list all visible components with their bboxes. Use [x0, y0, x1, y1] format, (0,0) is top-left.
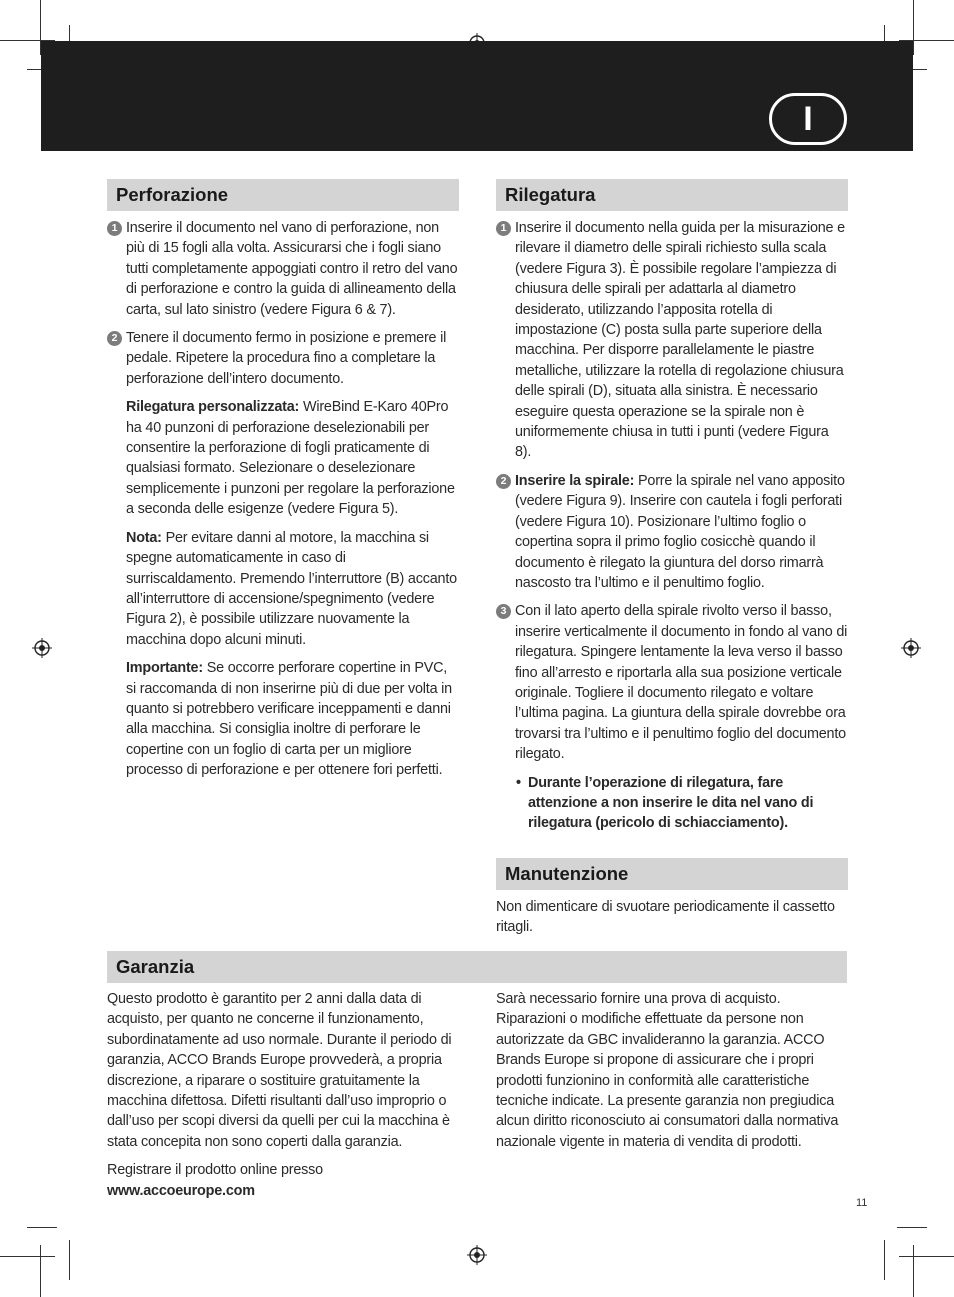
- step-number-badge: 3: [496, 604, 511, 619]
- note-label: Rilegatura personalizzata:: [126, 399, 300, 416]
- step-text: Tenere il documento fermo in posizione e premere il pedale. Ripetere la procedura fino a completare la perforazione dell’intero documento.: [126, 330, 447, 387]
- crop-mark: [913, 1245, 914, 1297]
- garanzia-section: [107, 951, 847, 990]
- step-number-badge: 2: [496, 474, 511, 489]
- garanzia-right-text: Sarà necessario fornire una prova di acquisto. Riparazioni o modifiche effettuate da persone non autorizzate da GBC invalideranno la garanzia. ACCO Brands Europe si propone di assicurare che i propri prodotti funzionino in conformità alle caratteristiche tecniche indicate. La presente garanzia non pregiudica alcun diritto riconosciuto ai consumatori dalla normativa nazionale vigente in materia di vendita di prodotti.: [496, 991, 839, 1150]
- page-number: 11: [856, 1197, 868, 1209]
- step-text: Con il lato aperto della spirale rivolto verso il basso, inserire verticalmente il documento in fondo al vano di rilegatura. Spingere lentamente la leva verso il basso fino all’arresto e riportarla alla sua posizione verticale originale. Togliere il documento rilegato e voltare l’ultima pagina. La giuntura della spirale dovrebbe ora trovarsi tra l’ultimo e il penultimo foglio del documento rilegato.: [515, 603, 848, 763]
- step-number-badge: 2: [107, 331, 122, 346]
- note-label: Nota:: [126, 529, 162, 546]
- step-number-badge: 1: [496, 221, 511, 236]
- note-text: Se occorre perforare copertine in PVC, si raccomanda di non inserirne più di due per volta in quanto si potrebbero verificare inceppamenti e danni alla macchina. Si consiglia inoltre di perforare le copertine con un foglio di carta per un migliore processo di perforazione e per ottenere fori perfetti.: [126, 660, 452, 779]
- note-importante: [107, 658, 459, 780]
- crop-mark: [899, 1256, 954, 1257]
- registration-mark-icon: [467, 1245, 487, 1265]
- crop-mark: [40, 1245, 41, 1297]
- note-text: WireBind E-Karo 40Pro ha 40 punzoni di perforazione deselezionabili per consentire la perforazione di fogli praticamente di qualsiasi formato. Selezionare o deselezionare semplicemente i punzoni per regolare la perforazione a seconda delle esigenze (vedere Figura 5).: [126, 399, 455, 518]
- perforazione-section: [107, 179, 459, 789]
- language-badge: I: [769, 93, 847, 145]
- step-text: Inserire il documento nella guida per la misurazione e rilevare il diametro delle spirali richiesto sulla scala (vedere Figura 3). È possibile regolare l’ampiezza di chiusura delle spirali per adattarla al diametro desiderato, utilizzando l’apposita rotella di impostazione (C) posta sulla parte superiore della macchina. Per disporre parallelamente le piastre metalliche, utilizzare la rotella di regolazione chiusura delle spirali (D), situata alla sinistra. È necessario eseguire questa operazione se la spirale non è uniformemente chiusa in tutti i punti (vedere Figura 8).: [515, 220, 845, 461]
- manutenzione-text: Non dimenticare di svuotare periodicamente il cassetto ritagli.: [496, 898, 835, 936]
- step-number-badge: 1: [107, 221, 122, 236]
- section-title-perforazione: Perforazione: [107, 179, 459, 211]
- step-label: Inserire la spirale:: [515, 472, 635, 489]
- note-custom-binding: [107, 397, 459, 519]
- garanzia-left-column: [107, 989, 463, 1209]
- garanzia-register: [107, 1160, 463, 1201]
- warning-bullet: [496, 773, 848, 834]
- section-title-garanzia: Garanzia: [107, 951, 847, 983]
- garanzia-right-column: [496, 989, 848, 1160]
- rilegatura-step-3: [496, 601, 848, 764]
- step-text: Inserire il documento nel vano di perforazione, non più di 15 fogli alla volta. Assicurarsi che i fogli siano tutti completamente appoggiati contro il retro del vano di perforazione e contro la guida di allineamento della carta, sul lato sinistro (vedere Figura 6 & 7).: [126, 220, 458, 318]
- crop-mark: [27, 1227, 57, 1228]
- bullet-dot: •: [516, 774, 521, 791]
- rilegatura-step-2: [496, 471, 848, 593]
- note-text: Per evitare danni al motore, la macchina si spegne automaticamente in caso di surriscaldamento. Premendo l’interruttore (B) accanto all’interruttore di accensione/spegnimento (vedere Figura 2), è possibile utilizzare nuovamente la macchina dopo alcuni minuti.: [126, 529, 457, 648]
- register-text: Registrare il prodotto online presso: [107, 1162, 323, 1179]
- perforazione-step-1: [107, 218, 459, 320]
- perforazione-step-2: [107, 328, 459, 389]
- note-nota: [107, 528, 459, 650]
- rilegatura-section: [496, 179, 848, 946]
- note-label: Importante:: [126, 660, 203, 677]
- registration-mark-icon: [901, 638, 921, 658]
- register-url-link[interactable]: www.accoeurope.com: [107, 1182, 255, 1199]
- section-title-rilegatura: Rilegatura: [496, 179, 848, 211]
- garanzia-left-text: Questo prodotto è garantito per 2 anni dalla data di acquisto, per quanto ne concerne il funzionamento, subordinatamente ad uso normale. Durante il periodo di garanzia, ACCO Brands Europe provvederà, a propria discrezione, a riparare o sostituire gratuitamente la macchina difettosa. Difetti risultanti dall’uso improprio o dall’uso per scopi diversi da quelli per cui la macchina è stata concepita non sono coperti dalla garanzia.: [107, 991, 452, 1150]
- step-text: Porre la spirale nel vano apposito (vedere Figura 9). Inserire con cautela i fogli perforati (vedere Figura 10). Posizionare l’ultimo foglio o copertina sopra il primo foglio cosicchè quando il documento è rilegato la giuntura del dorso rimarrà nascosto tra l’ultimo e il penultimo foglio.: [515, 472, 845, 591]
- rilegatura-step-1: [496, 218, 848, 463]
- crop-mark: [913, 0, 914, 55]
- registration-mark-icon: [32, 638, 52, 658]
- section-title-manutenzione: Manutenzione: [496, 858, 848, 890]
- crop-mark: [897, 1227, 927, 1228]
- crop-mark: [69, 1240, 70, 1280]
- crop-mark: [0, 1256, 55, 1257]
- warning-text: Durante l’operazione di rilegatura, fare attenzione a non inserire le dita nel vano di rilegatura (pericolo di schiacciamento).: [528, 774, 814, 832]
- crop-mark: [884, 1240, 885, 1280]
